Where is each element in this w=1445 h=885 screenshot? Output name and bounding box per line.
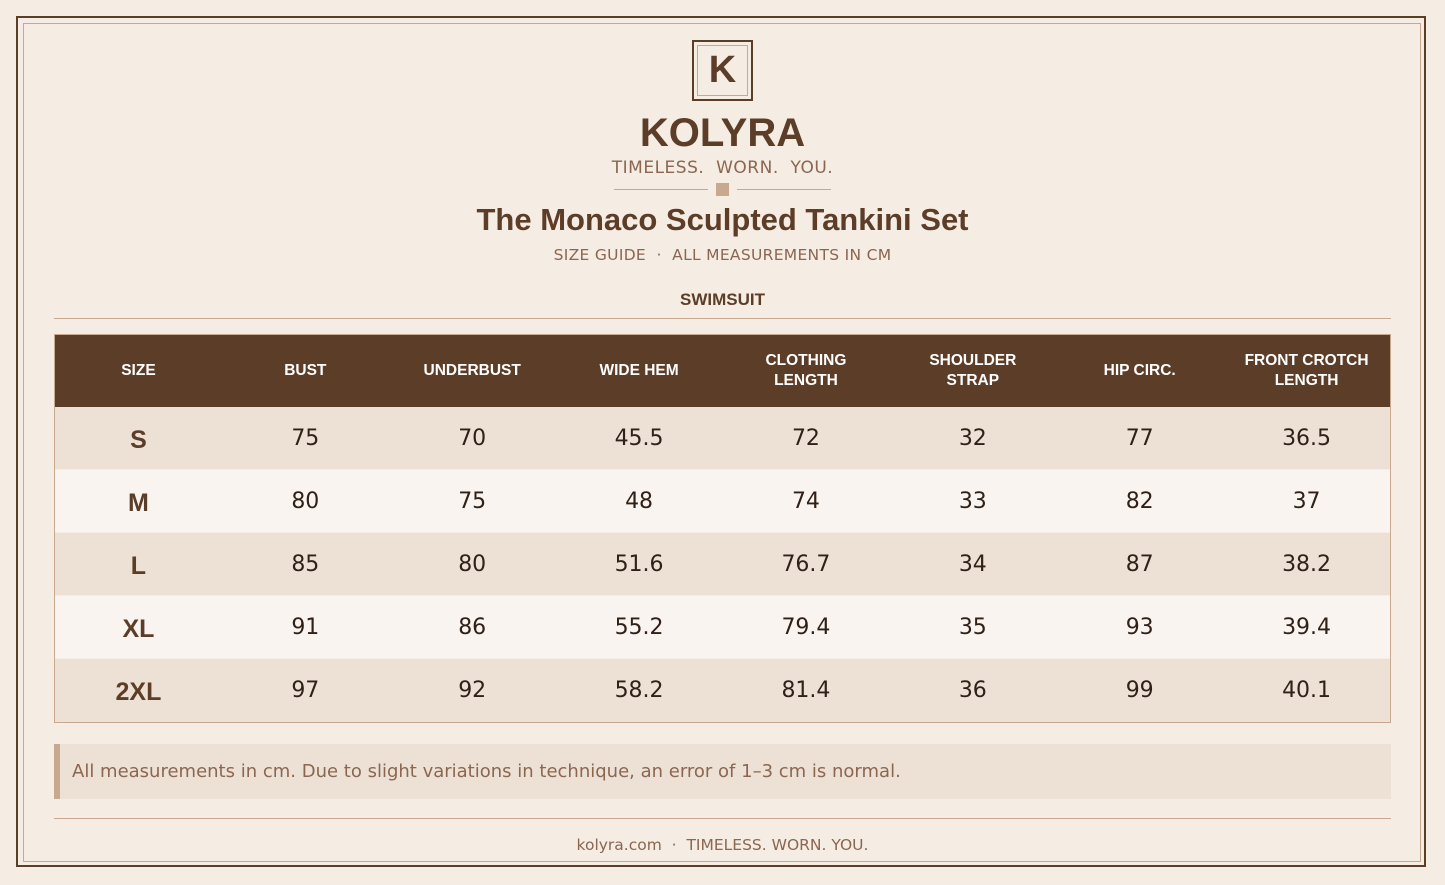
table-row [55, 533, 1390, 596]
column-header: BUST [284, 362, 327, 379]
measurement-cell: 40.1 [1282, 678, 1332, 703]
measurement-cell: 35 [958, 615, 987, 640]
table-row [55, 659, 1390, 722]
size-cell: M [128, 489, 149, 517]
measurement-cell: 36.5 [1282, 426, 1332, 451]
table-row [55, 596, 1390, 659]
note-accent-bar [54, 744, 60, 799]
measurement-cell: 91 [291, 615, 320, 640]
table-row [55, 407, 1390, 470]
measurement-cell: 58.2 [614, 678, 664, 703]
page-subtitle: SIZE GUIDE · ALL MEASUREMENTS IN CM [553, 246, 892, 264]
column-header: WIDE HEM [599, 362, 679, 379]
measurement-cell: 76.7 [781, 552, 831, 577]
brand-logo-letter: K [697, 45, 748, 96]
size-cell: XL [122, 615, 155, 643]
size-cell: L [130, 552, 147, 580]
brand-name: KOLYRA [639, 111, 806, 155]
ornament-line-left [614, 189, 708, 190]
measurement-cell: 45.5 [614, 426, 664, 451]
measurement-cell: 32 [958, 426, 987, 451]
column-header: CLOTHING LENGTH [765, 352, 847, 389]
measurement-cell: 34 [958, 552, 987, 577]
measurement-cell: 75 [291, 426, 320, 451]
column-header: SIZE [121, 362, 156, 379]
measurement-cell: 39.4 [1282, 615, 1332, 640]
measurement-cell: 70 [458, 426, 487, 451]
measurement-cell: 48 [625, 489, 654, 514]
measurement-cell: 92 [458, 678, 487, 703]
measurement-cell: 86 [458, 615, 487, 640]
brand-tagline: TIMELESS. WORN. YOU. [611, 158, 834, 178]
measurement-cell: 38.2 [1282, 552, 1332, 577]
ornament-square [716, 183, 729, 196]
table-row [55, 470, 1390, 533]
measurement-cell: 33 [958, 489, 987, 514]
measurement-cell: 74 [791, 489, 820, 514]
size-table [54, 334, 1391, 723]
footer-text: kolyra.com · TIMELESS. WORN. YOU. [576, 836, 869, 854]
note-text: All measurements in cm. Due to slight variations in technique, an error of 1–3 cm is normal. [72, 761, 901, 782]
measurement-cell: 80 [291, 489, 320, 514]
column-header: UNDERBUST [423, 362, 521, 379]
measurement-cell: 77 [1125, 426, 1154, 451]
measurement-cell: 80 [458, 552, 487, 577]
measurement-cell: 72 [791, 426, 820, 451]
column-header: SHOULDER STRAP [929, 352, 1017, 389]
measurement-cell: 55.2 [614, 615, 664, 640]
measurement-note [54, 744, 1391, 799]
product-title: The Monaco Sculpted Tankini Set [476, 202, 969, 237]
column-header: FRONT CROTCH LENGTH [1244, 352, 1369, 389]
measurement-cell: 37 [1292, 489, 1321, 514]
footer-divider [54, 818, 1391, 819]
section-divider [54, 318, 1391, 319]
measurement-cell: 85 [291, 552, 320, 577]
size-cell: S [130, 426, 147, 454]
measurement-cell: 87 [1125, 552, 1154, 577]
column-header: HIP CIRC. [1103, 362, 1176, 379]
measurement-cell: 97 [291, 678, 320, 703]
measurement-cell: 82 [1125, 489, 1154, 514]
measurement-cell: 79.4 [781, 615, 831, 640]
size-cell: 2XL [115, 678, 162, 706]
measurement-cell: 99 [1125, 678, 1154, 703]
measurement-cell: 51.6 [614, 552, 664, 577]
brand-logo [692, 40, 753, 101]
ornament-line-right [737, 189, 831, 190]
measurement-cell: 81.4 [781, 678, 831, 703]
measurement-cell: 93 [1125, 615, 1154, 640]
section-label: SWIMSUIT [680, 290, 765, 309]
table-header [55, 335, 1390, 407]
measurement-cell: 75 [458, 489, 487, 514]
measurement-cell: 36 [958, 678, 987, 703]
